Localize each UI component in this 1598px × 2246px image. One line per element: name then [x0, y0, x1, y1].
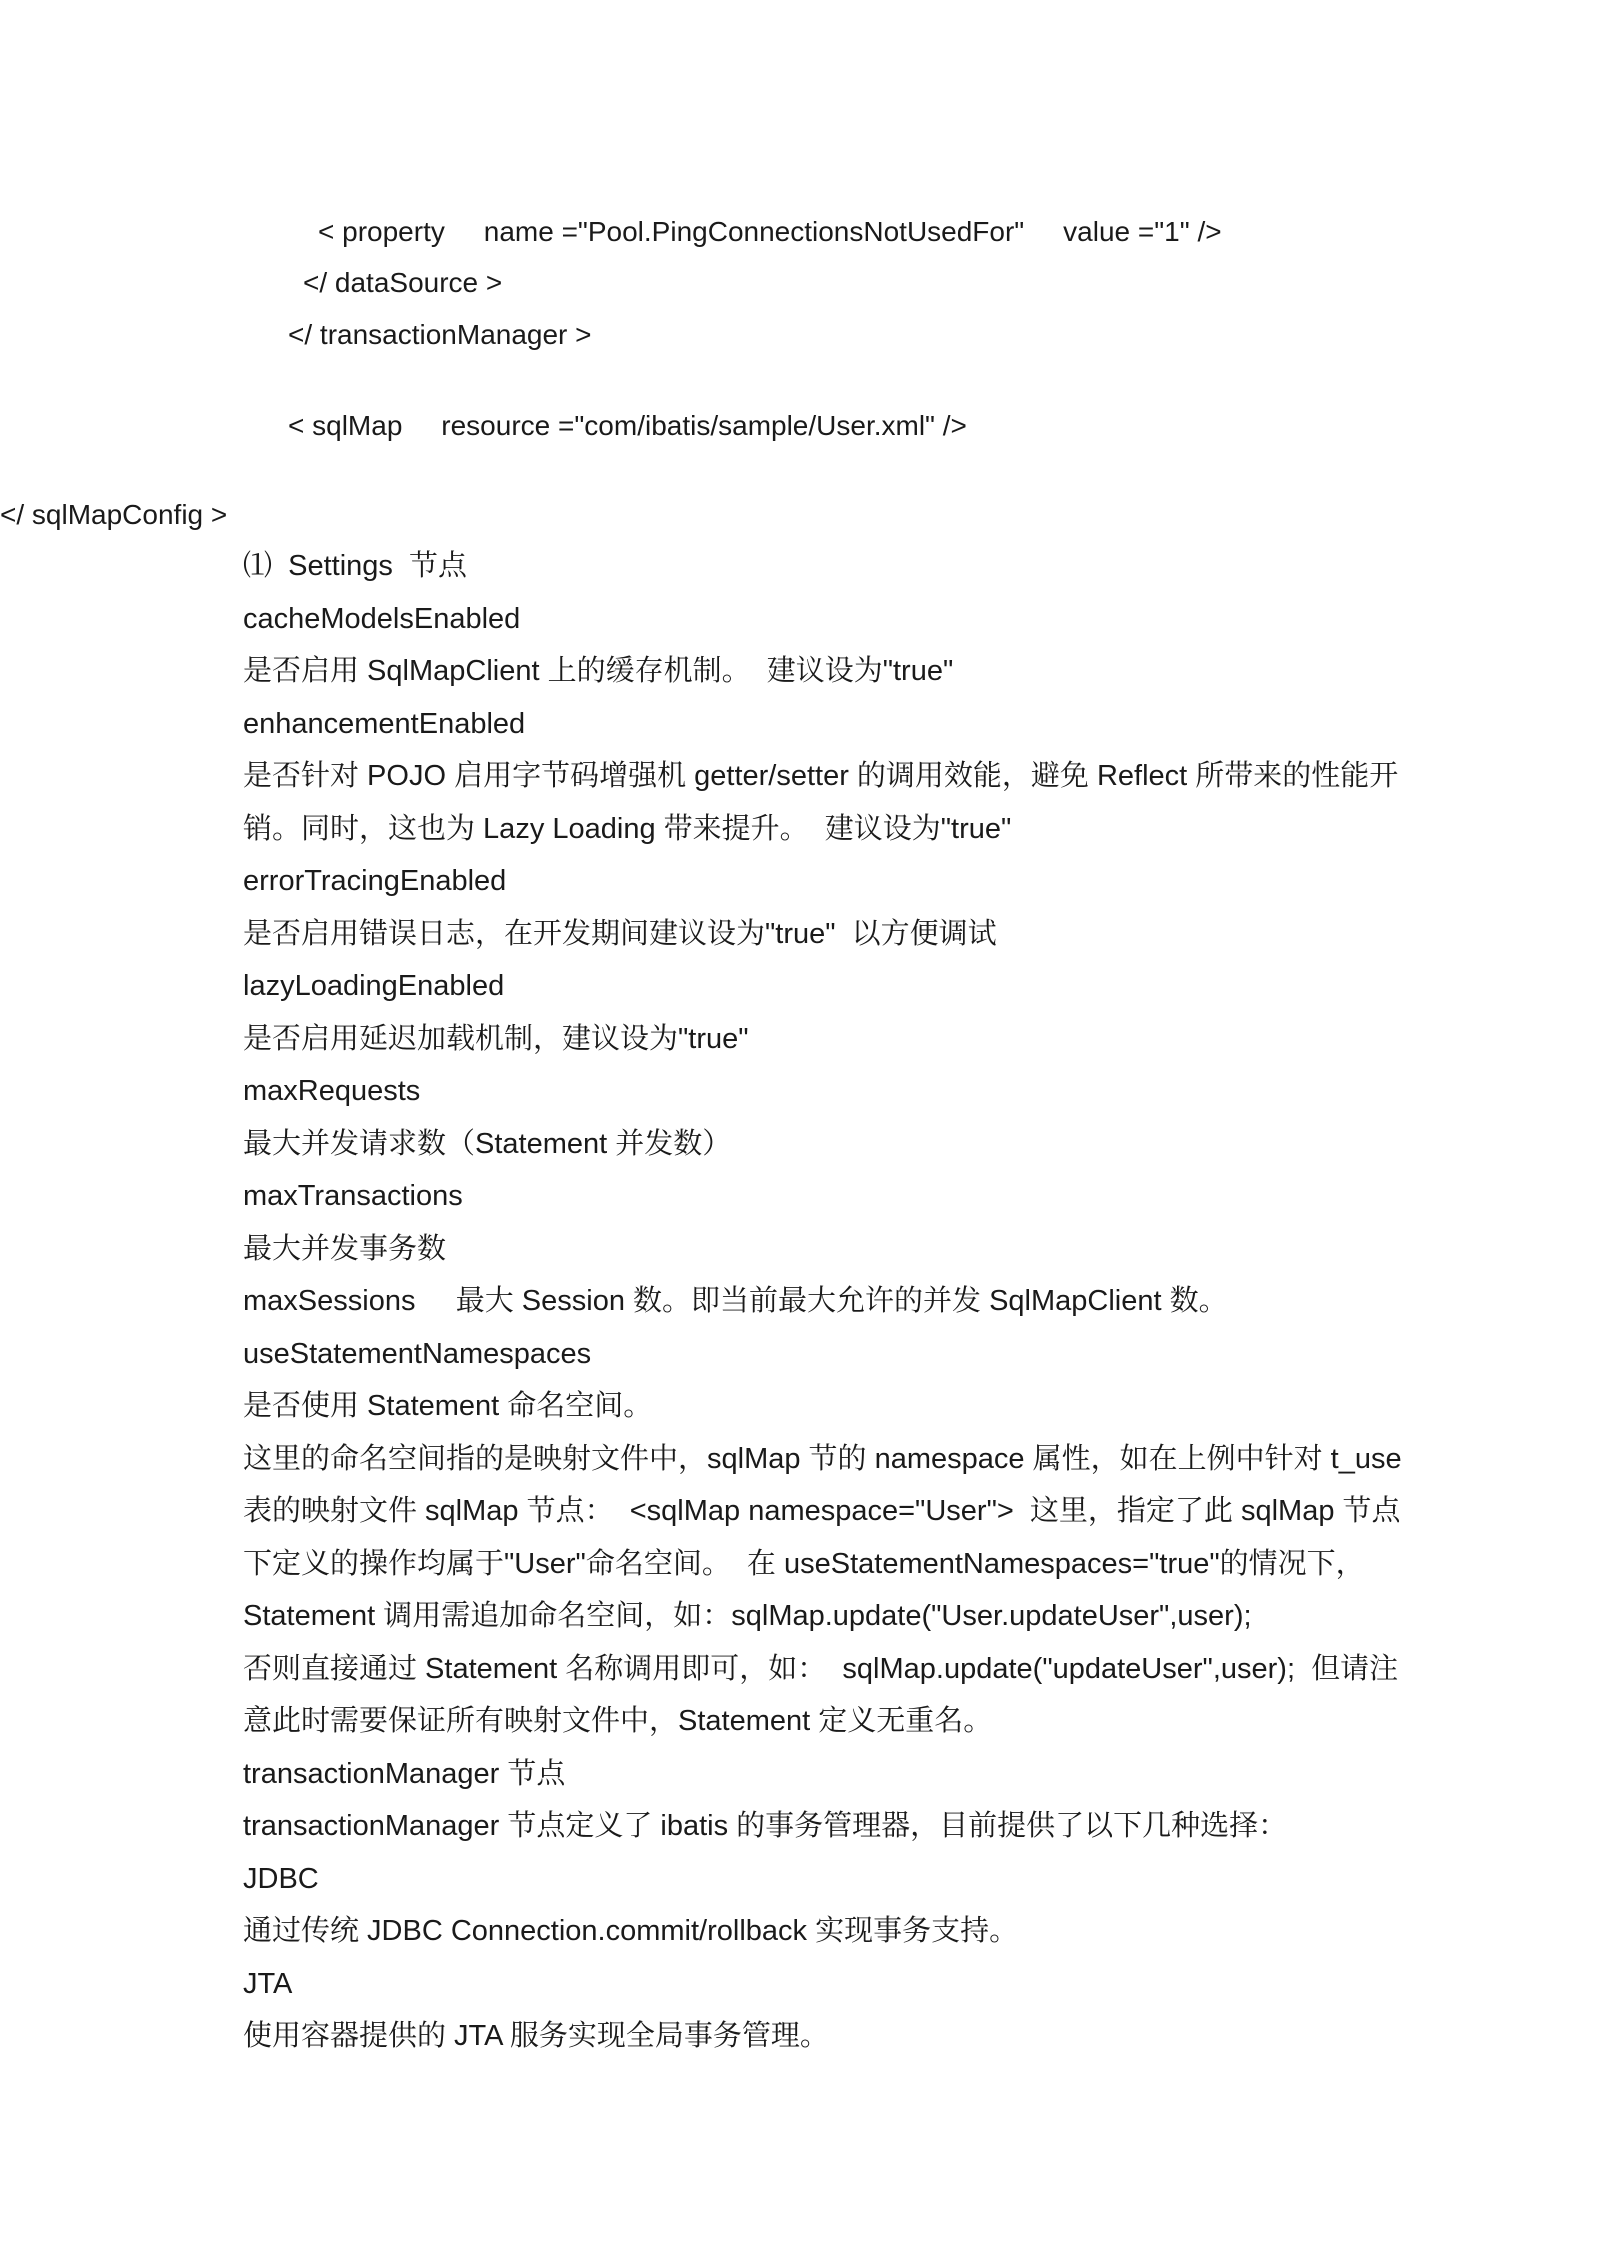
setting-description: 销。同时，这也为 Lazy Loading 带来提升。 建议设为"true": [243, 813, 1012, 845]
code-datasource-close: </ dataSource >: [303, 267, 503, 298]
setting-name-errortracingenabled: errorTracingEnabled: [243, 865, 507, 897]
paragraph-line: transactionManager 节点定义了 ibatis 的事务管理器，目前提供了以下几种选择：: [243, 1810, 1288, 1842]
option-name-jta: JTA: [243, 1968, 293, 2000]
code-sqlmapconfig-close: </ sqlMapConfig >: [0, 499, 228, 530]
code-transactionmanager-close: </ transactionManager >: [288, 319, 592, 350]
option-name-jdbc: JDBC: [243, 1863, 319, 1895]
paragraph-line: 意此时需要保证所有映射文件中，Statement 定义无重名。: [243, 1705, 993, 1737]
setting-description: 最大并发请求数（Statement 并发数）: [243, 1128, 732, 1160]
option-description: 使用容器提供的 JTA 服务实现全局事务管理。: [243, 2020, 829, 2052]
paragraph-line: 表的映射文件 sqlMap 节点： <sqlMap namespace="User"> 这里，指定了此 sqlMap 节点: [243, 1495, 1401, 1527]
paragraph-line: 下定义的操作均属于"User"命名空间。 在 useStatementNamespaces="true"的情况下，: [243, 1548, 1365, 1580]
setting-name-maxrequests: maxRequests: [243, 1075, 421, 1107]
setting-name-lazyloadingenabled: lazyLoadingEnabled: [243, 970, 505, 1002]
setting-name-maxsessions: maxSessions 最大 Session 数。即当前最大允许的并发 SqlMapClient 数。: [243, 1285, 1228, 1317]
setting-description: 是否针对 POJO 启用字节码增强机 getter/setter 的调用效能，避免 Reflect 所带来的性能开: [243, 760, 1399, 792]
option-description: 通过传统 JDBC Connection.commit/rollback 实现事务支持。: [243, 1915, 1019, 1947]
setting-name-enhancementenabled: enhancementEnabled: [243, 708, 526, 740]
code-property-line: < property name ="Pool.PingConnectionsNotUsedFor" value ="1" />: [318, 216, 1222, 247]
paragraph-line: 否则直接通过 Statement 名称调用即可，如： sqlMap.update("updateUser",user); 但请注: [243, 1653, 1399, 1685]
code-sqlmap-line: < sqlMap resource ="com/ibatis/sample/User.xml" />: [288, 410, 967, 441]
paragraph-line: 这里的命名空间指的是映射文件中，sqlMap 节的 namespace 属性，如在上例中针对 t_use: [243, 1443, 1402, 1475]
setting-description: 最大并发事务数: [243, 1233, 447, 1265]
setting-description: 是否启用 SqlMapClient 上的缓存机制。 建议设为"true": [243, 655, 954, 687]
setting-name-usestatementnamespaces: useStatementNamespaces: [243, 1338, 592, 1370]
setting-description: 是否使用 Statement 命名空间。: [243, 1390, 653, 1422]
section-heading-transactionmanager: transactionManager 节点: [243, 1758, 566, 1790]
setting-description: 是否启用延迟加载机制，建议设为"true": [243, 1023, 749, 1055]
section-heading-settings: ⑴ Settings 节点: [243, 550, 468, 582]
setting-description: 是否启用错误日志，在开发期间建议设为"true" 以方便调试: [243, 918, 997, 950]
paragraph-line: Statement 调用需追加命名空间，如：sqlMap.update("User.updateUser",user);: [243, 1600, 1252, 1632]
setting-name-maxtransactions: maxTransactions: [243, 1180, 463, 1212]
setting-name-cachemodelsenabled: cacheModelsEnabled: [243, 603, 521, 635]
